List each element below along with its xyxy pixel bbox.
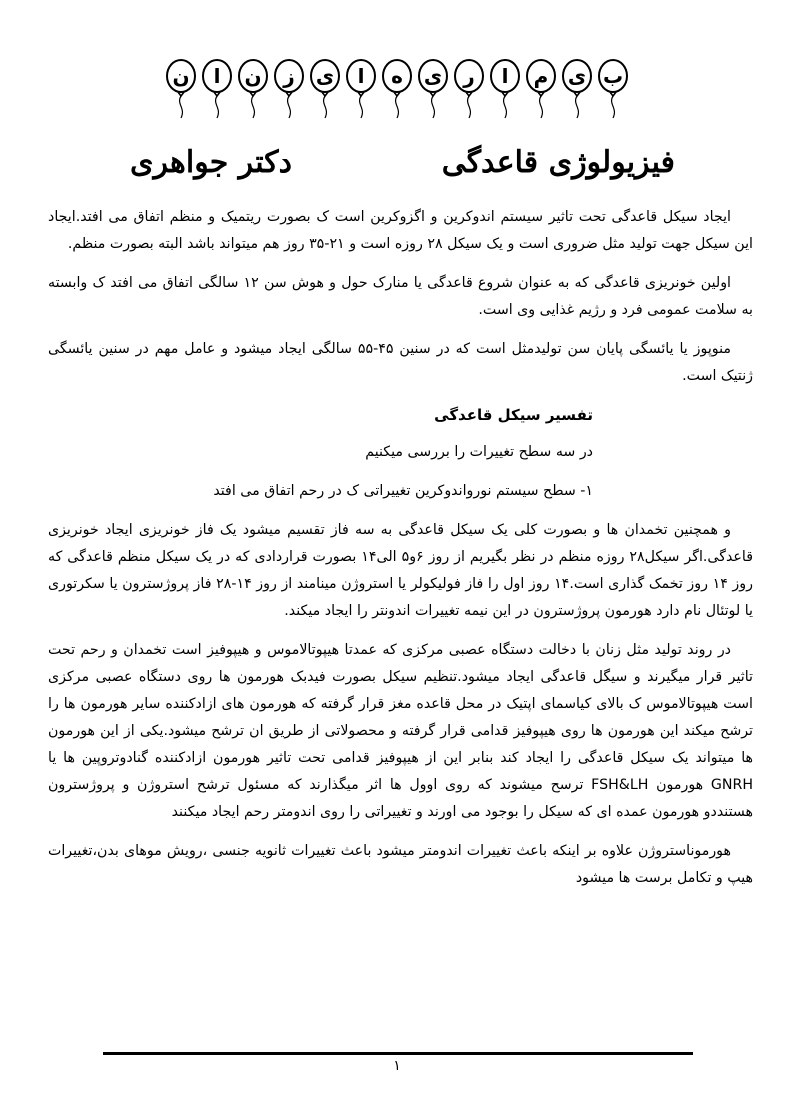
balloon-letter xyxy=(452,58,486,120)
footer-divider xyxy=(103,1052,693,1055)
balloon-letter-glyph: ن xyxy=(172,64,190,88)
document-title: فیزیولوژی قاعدگی xyxy=(441,145,675,180)
author-name: دکتر جواهری xyxy=(130,145,292,180)
balloon-letter-glyph: ی xyxy=(567,64,587,88)
balloon-letter-glyph: ن xyxy=(244,64,262,88)
balloon-letter xyxy=(308,58,342,120)
balloon-letter xyxy=(380,58,414,120)
balloon-letter-glyph: ی xyxy=(315,64,335,88)
paragraph-hormonal-control: در روند تولید مثل زنان با دخالت دستگاه عصبی مرکزی که عمدتا هیپوتالاموس و هیپوفیز است تخمدان و رحم تحت تاثیر قرار میگیرند و سیگل قاعدگی ایجاد میشود.تنظیم سیکل بصورت فیدبک هورمون ها روی دستگاه عصبی مرکزی است هیپوتالاموس ک بالای کیاسمای اپتیک در محل قاعده مغز قرار گرفته که هورمون های ازادکننده سایر هورمون ها را ترشح میکند این هورمون ها روی هیپوفیز قدامی قرار گرفته و محصولاتی از طریق ان ترشح میشود.یکی از این هورمون ها میتواند یک سیکل قاعدگی را ایجاد کند بنابر این از هیپوفیز قدامی تحت تاثیر هورمون ازادکننده گنادوتروپین ها یا GNRH هورمون FSH&LH ترسح میشوند که روی اوول ها اثر میگذارند که مسئول ترشح استروژن و پروژسترون هستنددو هورمون عمده ای که سیکل را بوجود می اورند و تغییراتی را روی اندومتر رحم ایجاد میکنند xyxy=(48,642,753,820)
balloon-letter-glyph: ا xyxy=(501,64,509,88)
balloon-letter xyxy=(596,58,630,120)
balloon-letter-glyph: ز xyxy=(283,64,295,88)
paragraph-estrogen: هورموناستروژن علاوه بر اینکه باعث تغییرات اندومتر میشود باعث تغییرات ثانویه جنسی ،رویش موهای بدن،تغییرات هیپ و تکامل برست ها میشود xyxy=(48,843,753,886)
page-number: ۱ xyxy=(393,1058,401,1074)
balloon-letter xyxy=(524,58,558,120)
balloon-letter-glyph: ا xyxy=(213,64,221,88)
paragraph-level-one: ۱- سطح سیستم نورواندوکرین تغییراتی ک در رحم اتفاق می افتد xyxy=(213,483,593,499)
balloon-letter-glyph: ی xyxy=(423,64,443,88)
balloon-letter xyxy=(236,58,270,120)
paragraph-cycle-intro: ایجاد سیکل قاعدگی تحت تاثیر سیستم اندوکرین و اگزوکرین است ک بصورت ریتمیک و منظم اتفاق می افتد.ایجاد این سیکل جهت تولید مثل ضروری است و یک سیکل ۲۸ روزه است و ۲۱-۳۵ روز هم میتواند باشد البته بصورت منظم. xyxy=(48,209,753,252)
balloon-letter xyxy=(200,58,234,120)
paragraph-menarche: اولین خونریزی قاعدگی که به عنوان شروع قاعدگی یا منارک حول و هوش سن ۱۲ سالگی اتفاق می افتد ک وابسته به سلامت عمومی فرد و رژیم غذایی وی است. xyxy=(48,275,753,318)
balloon-letter-glyph: ر xyxy=(463,64,475,88)
paragraph-three-levels: در سه سطح تغییرات را بررسی میکنیم xyxy=(365,444,593,460)
balloon-letter xyxy=(344,58,378,120)
balloon-letter-glyph: ب xyxy=(602,64,624,88)
paragraph-phases: و همچنین تخمدان ها و بصورت کلی یک سیکل قاعدگی به سه فاز تقسیم میشود یک فاز خونریزی ایجاد خونریزی قاعدگی.اگر سیکل۲۸ روزه منظم در نظر بگیریم از روز ۶و۵ الی۱۴ بصورت قراردادی که در یک سیکل منظم قاعدگی که روز ۱۴ روز تخمک گذاری است.۱۴ روز اول را فاز فولیکولر یا استروژن مینامند از روز ۱۴-۲۸ فاز پروژسترون یا سکرتوری یا لوتئال نام دارد هورمون پروژسترون در این نیمه تغییرات اندونتر را ایجاد میکند. xyxy=(48,522,753,619)
section-heading: تفسیر سیکل قاعدگی xyxy=(434,406,593,424)
paragraph-menopause: منوپوز یا یائسگی پایان سن تولیدمثل است که در سنین ۴۵-۵۵ سالگی ایجاد میشود و عامل مهم در سنین یائسگی ژنتیک است. xyxy=(48,341,753,384)
balloon-letter-glyph: ا xyxy=(357,64,365,88)
balloon-letter xyxy=(272,58,306,120)
balloon-letter xyxy=(164,58,198,120)
decorative-title-banner xyxy=(0,58,794,124)
balloon-letter xyxy=(416,58,450,120)
balloon-letter-glyph: ه xyxy=(391,64,403,88)
balloon-letter xyxy=(488,58,522,120)
document-body xyxy=(48,204,753,904)
heading-row xyxy=(130,145,675,195)
balloon-letter-glyph: م xyxy=(533,64,549,88)
balloon-letter xyxy=(560,58,594,120)
